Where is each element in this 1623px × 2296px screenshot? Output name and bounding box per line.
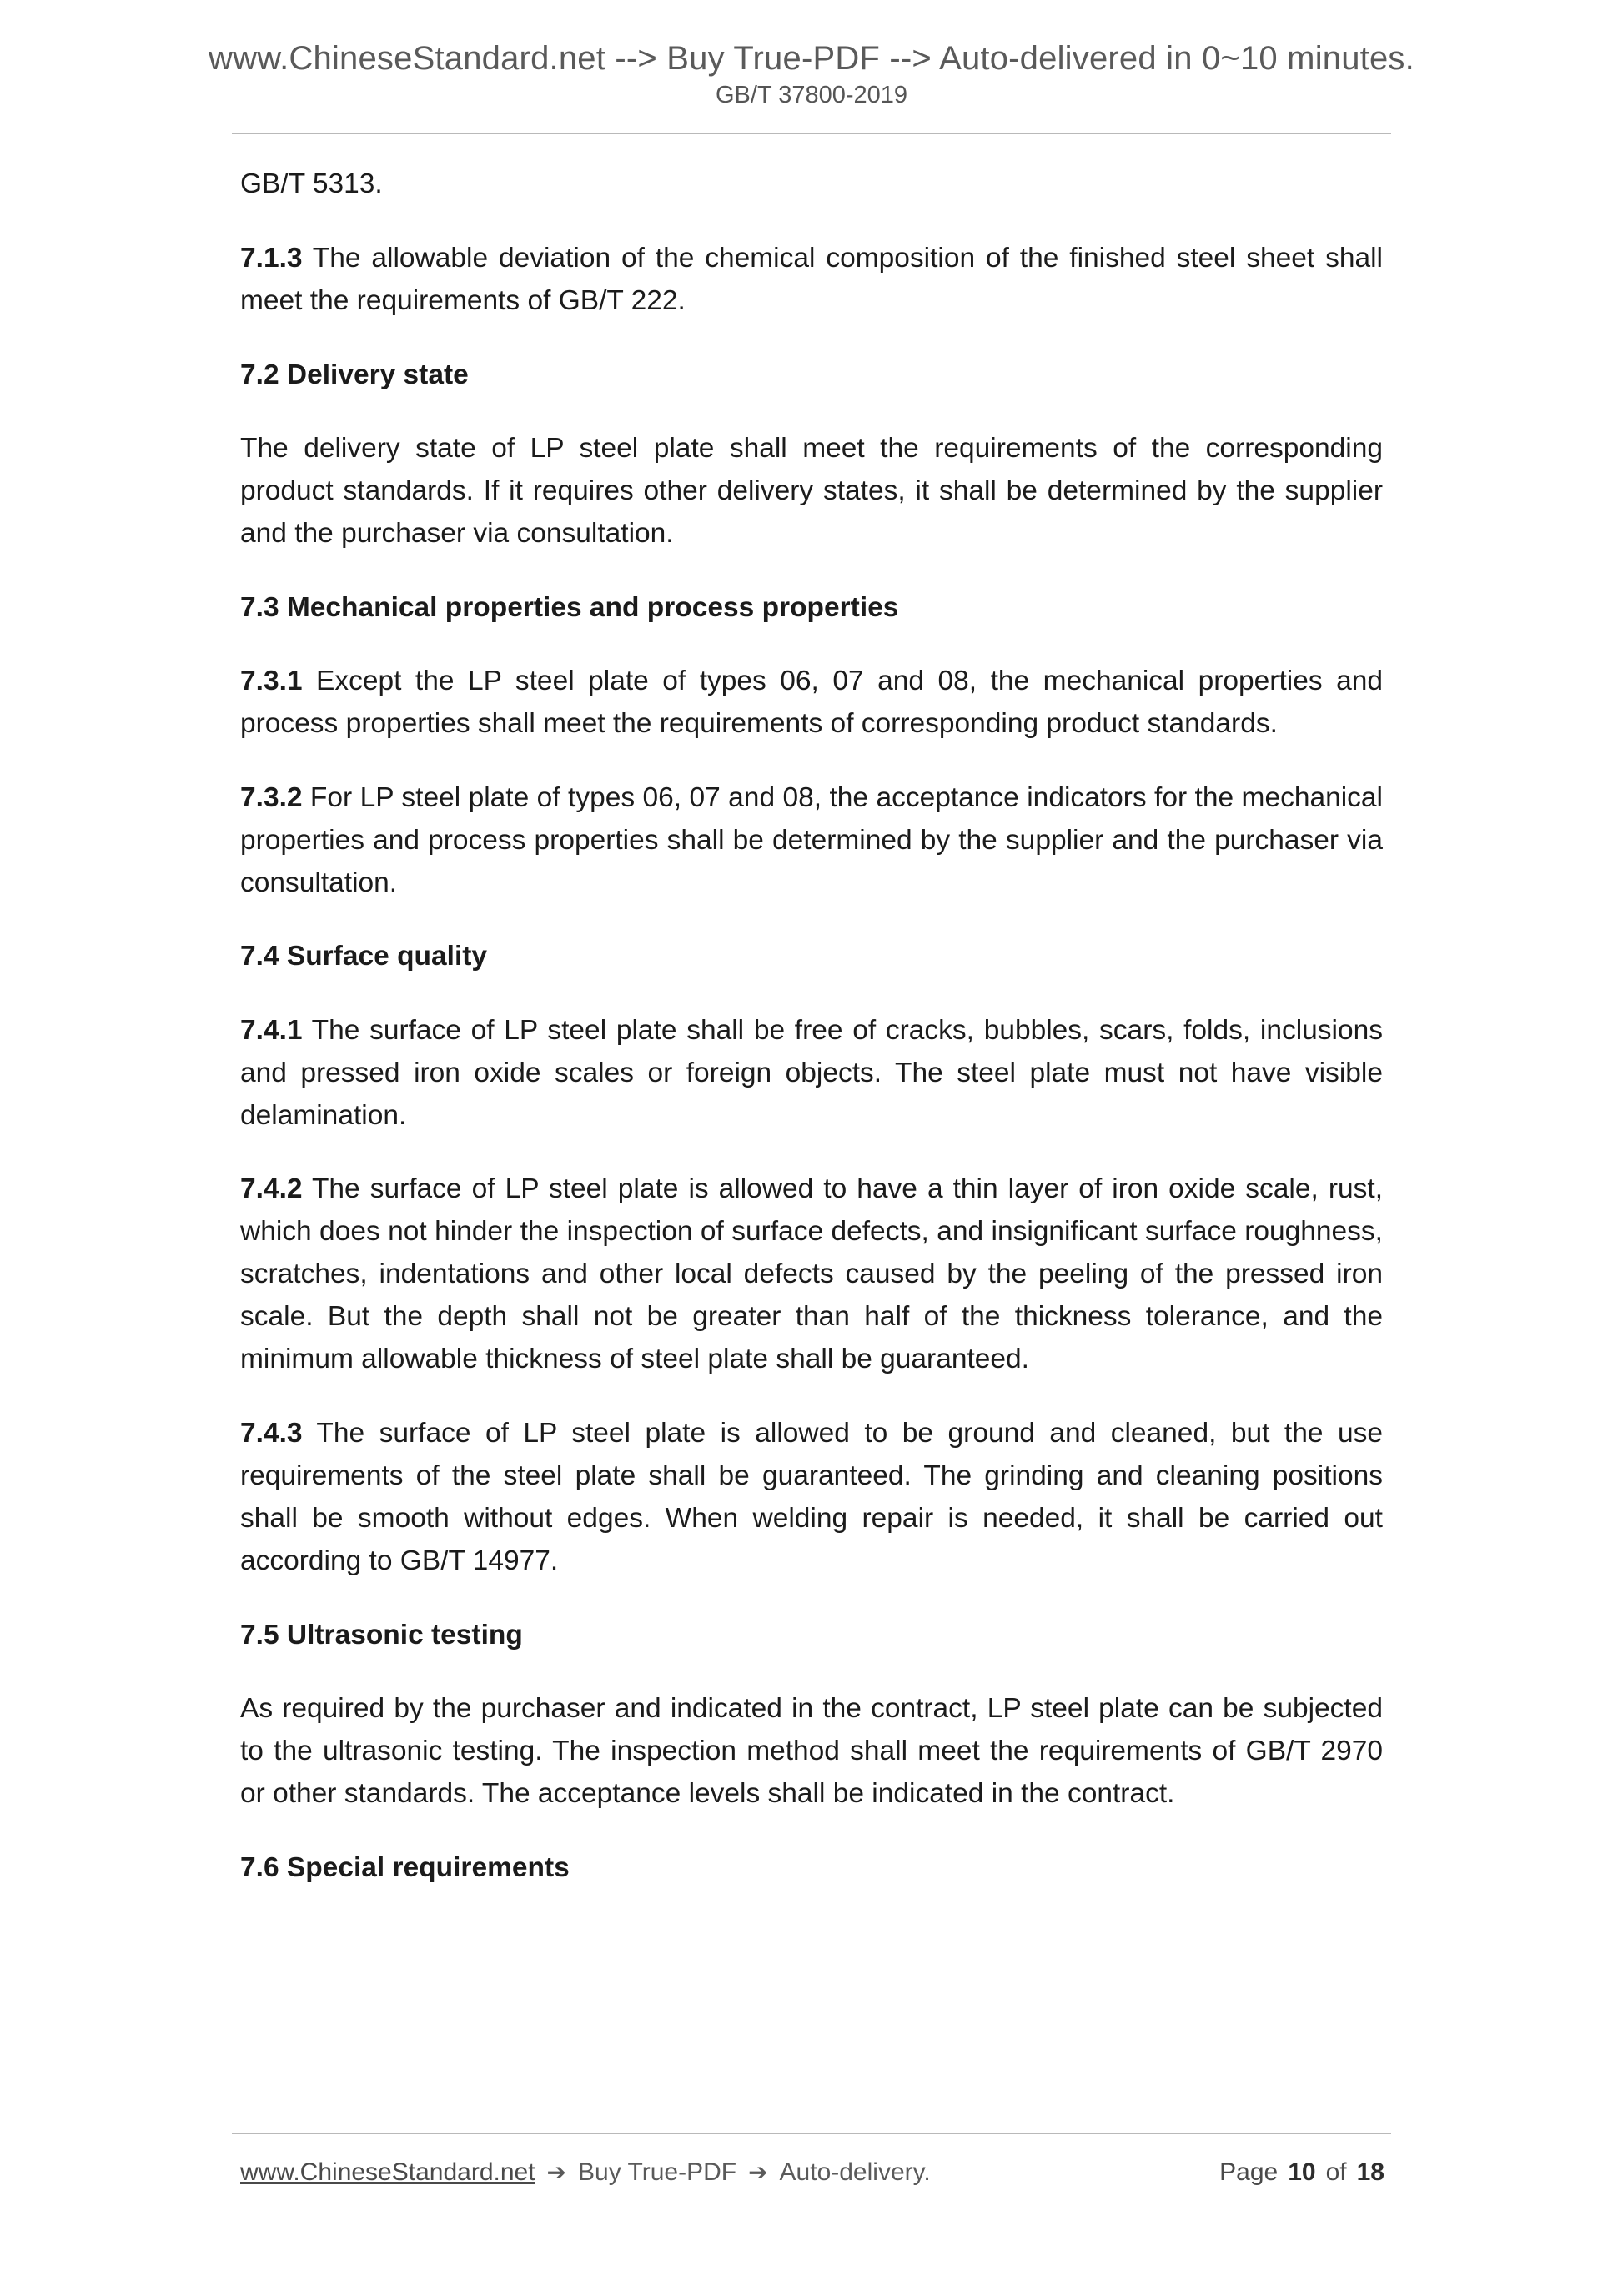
- arrow-right-icon: ➔: [546, 2159, 567, 2185]
- clause-paragraph: [240, 777, 1383, 905]
- clause-number: 7.3.1: [240, 665, 303, 696]
- clause-text: As required by the purchaser and indicated in the contract, LP steel plate can be subjected to the ultrasonic testing. The inspection method shall meet the requirements of GB/T 2970 or other standards. The acceptance levels shall be indicated in the contract.: [240, 1692, 1383, 1809]
- page-label: Page: [1219, 2158, 1279, 2186]
- page-total: 18: [1356, 2158, 1384, 2186]
- section-heading: 7.2 Delivery state: [240, 359, 469, 390]
- clause-text: Except the LP steel plate of types 06, 07 and 08, the mechanical properties and process properties shall meet the requirements of corresponding product standards.: [240, 665, 1383, 739]
- section-heading: 7.6 Special requirements: [240, 1851, 570, 1883]
- clause-paragraph: [240, 1168, 1383, 1381]
- clause-text: For LP steel plate of types 06, 07 and 08, the acceptance indicators for the mechanical properties and process properties shall be determined by the supplier and the purchaser via consultation.: [240, 781, 1383, 898]
- carryover-line: GB/T 5313.: [240, 168, 383, 199]
- clause-paragraph: [240, 661, 1383, 746]
- site-link[interactable]: www.ChineseStandard.net: [240, 2158, 535, 2186]
- page-footer: [232, 2158, 1391, 2187]
- document-body: [240, 163, 1383, 1921]
- page-number: 10: [1288, 2158, 1316, 2186]
- delivery-label: Auto-delivery.: [779, 2158, 931, 2186]
- buy-label[interactable]: Buy True-PDF: [578, 2158, 737, 2186]
- arrow-right-icon: ➔: [748, 2159, 768, 2185]
- clause-text: The surface of LP steel plate shall be free of cracks, bubbles, scars, folds, inclusions and pressed iron oxide scales or foreign objects. The steel plate must not have visible delamination.: [240, 1014, 1383, 1131]
- clause-number: 7.4.3: [240, 1417, 303, 1449]
- clause-number: 7.3.2: [240, 781, 303, 813]
- footer-links: [240, 2158, 931, 2187]
- clause-number: 7.4.1: [240, 1014, 303, 1046]
- of-label: of: [1325, 2158, 1347, 2186]
- section-heading: 7.3 Mechanical properties and process properties: [240, 591, 899, 623]
- clause-number: 7.1.3: [240, 242, 303, 274]
- footer-divider: [232, 2133, 1391, 2134]
- standard-code-header: GB/T 37800-2019: [715, 82, 908, 108]
- clause-text: The allowable deviation of the chemical composition of the finished steel sheet shall meet the requirements of GB/T 222.: [240, 242, 1383, 316]
- clause-text: The surface of LP steel plate is allowed to be ground and cleaned, but the use requirements of the steel plate shall be guaranteed. The grinding and cleaning positions shall be smooth without edges. When welding repair is needed, it shall be carried out according to GB/T 14977.: [240, 1417, 1383, 1576]
- clause-paragraph: [240, 238, 1383, 323]
- section-heading: 7.5 Ultrasonic testing: [240, 1619, 523, 1650]
- clause-paragraph: [240, 428, 1383, 555]
- clause-text: The surface of LP steel plate is allowed to have a thin layer of iron oxide scale, rust, which does not hinder the inspection of surface defects, and insignificant surface roughness, scratches, indentations and other local defects caused by the peeling of the pressed iron scale. But the depth shall not be greater than half of the thickness tolerance, and the minimum allowable thickness of steel plate shall be guaranteed.: [240, 1173, 1383, 1375]
- clause-text: The delivery state of LP steel plate shall meet the requirements of the corresponding product standards. If it requires other delivery states, it shall be determined by the supplier and the purchaser via consultation.: [240, 432, 1383, 549]
- section-heading: 7.4 Surface quality: [240, 941, 488, 972]
- clause-paragraph: [240, 1688, 1383, 1816]
- promo-banner: www.ChineseStandard.net --> Buy True-PDF --> Auto-delivered in 0~10 minutes.: [209, 40, 1414, 77]
- header-divider: [232, 133, 1391, 134]
- clause-paragraph: [240, 1413, 1383, 1583]
- page-indicator: [1219, 2158, 1384, 2187]
- clause-number: 7.4.2: [240, 1173, 303, 1205]
- clause-paragraph: [240, 1010, 1383, 1138]
